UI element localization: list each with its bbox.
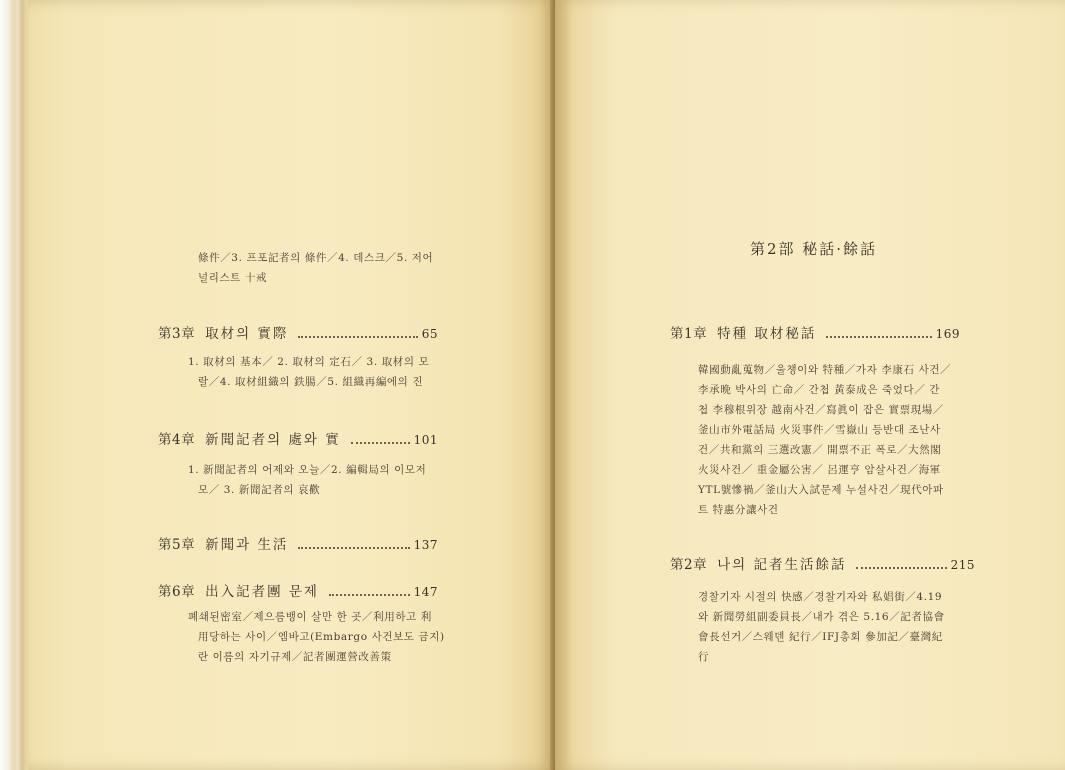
item-line: YTL號慘禍／釜山大入試문제 누설사건／現代아파 [698,484,944,496]
chapter-page: 215 [950,558,975,572]
item-line: 1. 新聞記者의 어제와 오늘／2. 編輯局의 이모저 [188,464,427,476]
part-title: 第2部 秘話·餘話 [750,240,878,258]
chapter-4-heading [158,428,438,448]
item-line: 李承晩 박사의 亡命／ 간첩 黃泰成은 죽었다／ 간 [698,384,941,396]
left-page [28,0,555,770]
chapter-number: 第4章 [158,432,196,448]
item-line: 건／共和黨의 三選改憲／ 開票不正 폭로／大然閣 [698,444,942,456]
chapter-2-heading [670,553,975,573]
chapter-number: 第6章 [158,584,196,600]
item-line: 釜山市外電話局 火災事件／雪嶽山 등반대 조난사 [698,424,941,436]
item-line: 모／ 3. 新聞記者의 哀歡 [198,484,321,496]
chapter-page: 101 [413,433,438,447]
chapter-title: 特種 取材秘話 [717,326,817,342]
chapter-1-heading [670,322,960,342]
dot-leader [329,594,410,596]
chapter-title: 新聞記者의 處와 實 [205,432,341,448]
carryover-text [198,248,433,288]
item-line: 경찰기자 시절의 快感／경찰기자와 私娼街／4.19 [698,591,943,603]
item-line: 韓國動亂蒐物／울챙이와 特種／가자 李康石 사건／ [698,364,952,376]
item-line: 會長선거／스웨덴 紀行／IFJ총회 參加記／臺灣紀 [698,631,943,643]
item-line: 트 特惠分讓사건 [698,504,779,516]
chapter-number: 第2章 [670,557,708,573]
dot-leader [298,336,417,338]
chapter-number: 第3章 [158,326,196,342]
chapter-page: 65 [421,327,438,341]
item-line: 1. 取材의 基本／ 2. 取材의 定石／ 3. 取材의 모 [188,356,430,368]
item-line: 랄／4. 取材組織의 鉄腸／5. 組織再編에의 진 [198,376,424,388]
carryover-line: 널리스트 十戒 [198,272,268,284]
item-line: 란 이름의 자기규제／記者團運營改善策 [198,651,392,663]
item-line: 와 新聞勞組副委員長／내가 겪은 5.16／記者協會 [698,611,945,623]
chapter-title: 나의 記者生活餘話 [717,557,847,573]
dot-leader [298,547,409,549]
dot-leader [856,567,946,569]
chapter-5-heading [158,533,438,553]
item-line: 用당하는 사이／엠바고(Embargo 사건보도 금지) [198,631,445,643]
chapter-title: 出入記者團 문제 [205,584,319,600]
chapter-3-heading [158,322,438,342]
chapter-page: 147 [413,585,438,599]
chapter-2-items [698,587,945,667]
chapter-title: 取材의 實際 [205,326,289,342]
chapter-6-heading [158,580,438,600]
dot-leader [826,336,931,338]
item-line: 火災사건／ 重金屬公害／ 呂運亨 암살사건／海軍 [698,464,941,476]
chapter-4-items [188,460,426,500]
item-line: 行 [698,651,710,663]
chapter-6-items [188,607,445,667]
dot-leader [351,442,410,444]
carryover-line: 條件／3. 프포記者의 條件／4. 데스크／5. 저어 [198,252,434,264]
chapter-number: 第1章 [670,326,708,342]
item-line: 폐쇄된密室／제으름뱅이 살만 한 곳／利用하고 利 [188,611,432,623]
chapter-3-items [188,352,429,392]
book-spread [20,0,1065,770]
right-page [555,0,1065,770]
chapter-1-items [698,360,951,520]
chapter-page: 169 [935,327,960,341]
chapter-title: 新聞과 生活 [205,537,289,553]
item-line: 첩 李穆根위장 越南사건／寫眞이 잡은 實票現場／ [698,404,944,416]
chapter-number: 第5章 [158,537,196,553]
chapter-page: 137 [413,538,438,552]
